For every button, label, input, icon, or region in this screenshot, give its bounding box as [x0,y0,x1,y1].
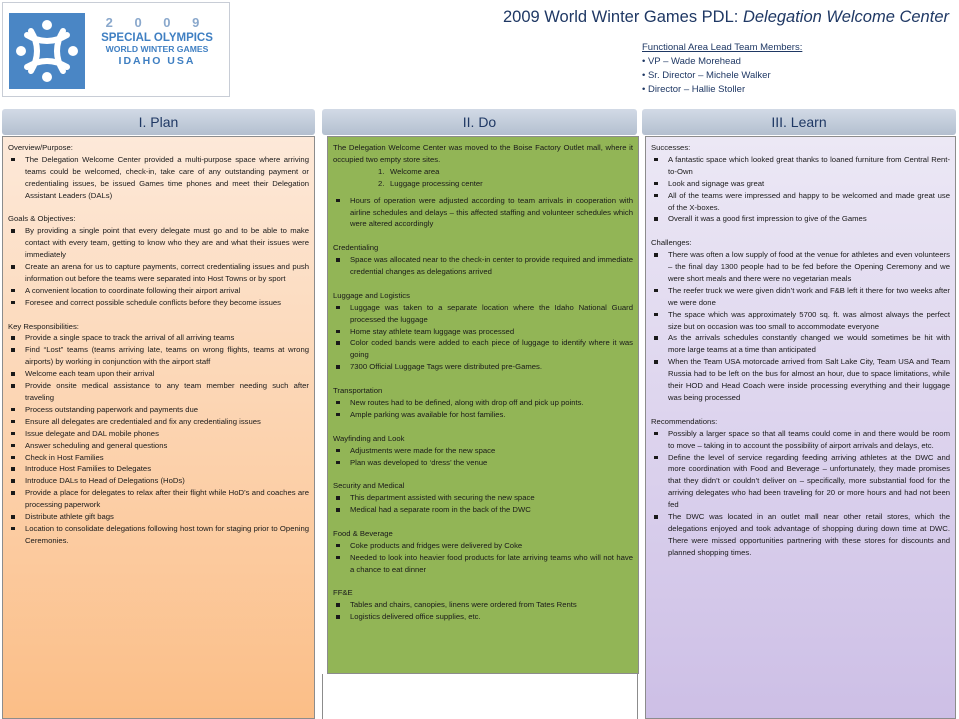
goals-title: Goals & Objectives: [8,214,76,224]
list-item: Ensure all delegates are credentialed and fix any credentialing issues [8,416,309,428]
list-item: Plan was developed to ‘dress’ the venue [333,457,633,469]
list-item: A fantastic space which looked great thanks to loaned furniture from Central Rent-to-Own [651,154,950,178]
challenges-list [651,249,950,404]
do-sites-list [333,166,633,190]
list-item: The DWC was located in an outlet mall near other retail stores, which the delegations enjoyed and took advantage of shopping during down time at DWC. There were missed opportunities partnering with these stores for discounts and planned shopping times. [651,511,950,559]
list-item: Hours of operation were adjusted according to team arrivals in cooperation with airline schedules and delays – this affected staffing and volunteer schedules which were altered accordingly [333,195,633,231]
list-item: Color coded bands were added to each piece of luggage to identify where it was going [333,337,633,361]
list-item: By providing a single point that every delegate must go and to be able to make contact with every team, getting to know who they are and what their issues were immediately [8,225,309,261]
page-title [503,8,949,27]
lead-team-member: • VP – Wade Morehead [642,56,741,67]
list-item: As the arrivals schedules constantly changed we would sometimes be hit with more large teams at a time than anticipated [651,332,950,356]
successes-title: Successes: [651,143,691,152]
do-column [327,136,639,674]
lead-team-heading: Functional Area Lead Team Members: [642,42,803,53]
list-item: Adjustments were made for the new space [333,445,633,457]
list-item: New routes had to be defined, along with drop off and pick up points. [333,397,633,409]
logo-line-3: IDAHO USA [118,55,196,67]
challenges-title: Challenges: [651,238,692,248]
list-item: This department assisted with securing the new space [333,492,633,504]
list-item: The reefer truck we were given didn’t work and F&B left it there for two weeks after we were done [651,285,950,309]
list-item: Define the level of service regarding feeding arriving athletes at the DWC and more coordination with Food and Beverage – unfortunately, they made promises that they didn’t or couldn’t deliver on – specifically, more substantial food for the arriving delegates who had been traveling for 20 or more hours and had not been fed [651,452,950,512]
do-section-title: Transportation [333,386,383,396]
overview-title: Overview/Purpose: [8,143,73,152]
list-item: Look and signage was great [651,178,950,190]
responsibilities-list [8,332,309,546]
list-item: Foresee and correct possible schedule conflicts before they become issues [8,297,309,309]
list-item: Home stay athlete team luggage was processed [333,326,633,338]
logo-year: 2 0 0 9 [105,15,209,30]
plan-column [2,136,315,719]
list-item: Provide a place for delegates to relax after their flight while HoD’s and coaches are processing paperwork [8,487,309,511]
list-item: Process outstanding paperwork and payments due [8,404,309,416]
list-item: Luggage was taken to a separate location where the Idaho National Guard processed the luggage [333,302,633,326]
responsibilities-title: Key Responsibilities: [8,321,79,331]
recommendations-title: Recommendations: [651,416,718,426]
list-item: Check in Host Families [8,452,309,464]
list-item: 2. Luggage processing center [378,178,483,188]
do-section-list [333,540,633,576]
do-section-title: Security and Medical [333,481,405,491]
do-section-list [333,254,633,278]
list-item: Logistics delivered office supplies, etc. [333,611,633,623]
do-header: II. Do [322,109,637,135]
lead-team-members [642,41,802,97]
list-item: When the Team USA motorcade arrived from Salt Lake City, Team USA and Team Russia had to be left on the bus for almost an hour, due to space limitations, while their HOD and Head Coach were inside processing everything and their luggage was being processed [651,356,950,404]
learn-header: III. Learn [642,109,956,135]
list-item: Issue delegate and DAL mobile phones [8,428,309,440]
list-item: 1. Welcome area [378,166,440,176]
page-title-prefix: 2009 World Winter Games PDL: [502,8,743,26]
list-item: The Delegation Welcome Center provided a multi-purpose space where arriving teams could be welcomed, check-in, take care of any outstanding payment or credentialing issues, be issued Games time phones and meet their Delegation Assistant Leaders (DALs) [8,154,309,202]
do-section-title: FF&E [333,588,353,598]
list-item: A convenient location to coordinate following their airport arrival [8,285,309,297]
list-item: Needed to look into heavier food products for late arriving teams who will not have a chance to eat dinner [333,552,633,576]
goals-list [8,225,309,308]
list-item: Create an arena for us to capture payments, correct credentialing issues and push information out before the teams were separated into Host Towns or by sport [8,261,309,285]
do-section-title: Wayfinding and Look [333,433,405,443]
list-item: Possibly a larger space so that all teams could come in and there would be room to move – taking in to account the possibility of airport arrivals and delays, etc. [651,428,950,452]
list-item: Space was allocated near to the check-in center to provide required and immediate credential changes as delegations arrived [333,254,633,278]
list-item: Ample parking was available for host families. [333,409,633,421]
learn-column [645,136,956,719]
logo-line-2: WORLD WINTER GAMES [105,44,209,54]
list-item: 7300 Official Luggage Tags were distributed pre-Games. [333,361,633,373]
do-section-list [333,445,633,469]
successes-list [651,154,950,225]
list-item: Coke products and fridges were delivered by Coke [333,540,633,552]
do-section-list [333,492,633,516]
recommendations-list [651,428,950,559]
list-item: Find “Lost” teams (teams arriving late, teams on wrong flights, teams at wrong airports) by working in conjunction with the airport staff [8,344,309,368]
do-section-list [333,302,633,373]
list-item: Introduce Host Families to Delegates [8,463,309,475]
do-intro-list [333,195,633,231]
plan-header: I. Plan [2,109,315,135]
do-section-title: Food & Beverage [333,528,393,538]
do-section-list [333,397,633,421]
list-item: Introduce DALs to Head of Delegations (HoDs) [8,475,309,487]
list-item: The space which was approximately 5700 sq. ft. was almost always the perfect size but on occasion was too small to accommodate everyone [651,309,950,333]
list-item: Provide a single space to track the arrival of all arriving teams [8,332,309,344]
lead-team-member: • Director – Hallie Stoller [642,84,746,95]
special-olympics-emblem-icon [9,13,85,89]
list-item: Distribute athlete gift bags [8,511,309,523]
list-item: Answer scheduling and general questions [8,440,309,452]
list-item: Overall it was a good first impression to give of the Games [651,213,950,225]
list-item: All of the teams were impressed and happy to be welcomed and made great use of the X-boxes. [651,190,950,214]
do-intro: The Delegation Welcome Center was moved to the Boise Factory Outlet mall, where it occupied two empty store sites. [333,143,633,164]
special-olympics-logo [2,2,230,97]
logo-line-1: SPECIAL OLYMPICS [101,32,213,44]
list-item: There was often a low supply of food at the venue for athletes and even volunteers – the final day 1300 people had to be fed before the Opening Ceremony and we were short meals and there were no vegetarian meals [651,249,950,285]
list-item: Tables and chairs, canopies, linens were ordered from Tates Rents [333,599,633,611]
page-title-italic: Delegation Welcome Center [742,8,949,26]
lead-team-member: • Sr. Director – Michele Walker [642,70,771,81]
do-column-footer [322,674,638,719]
do-section-list [333,599,633,623]
list-item: Welcome each team upon their arrival [8,368,309,380]
list-item: Provide onsite medical assistance to any team member needing such after traveling [8,380,309,404]
list-item: Location to consolidate delegations following host town for staging prior to Opening Ceremonies. [8,523,309,547]
overview-list [8,154,309,202]
do-section-title: Credentialing [333,243,379,253]
do-section-title: Luggage and Logistics [333,290,410,300]
list-item: Medical had a separate room in the back of the DWC [333,504,633,516]
